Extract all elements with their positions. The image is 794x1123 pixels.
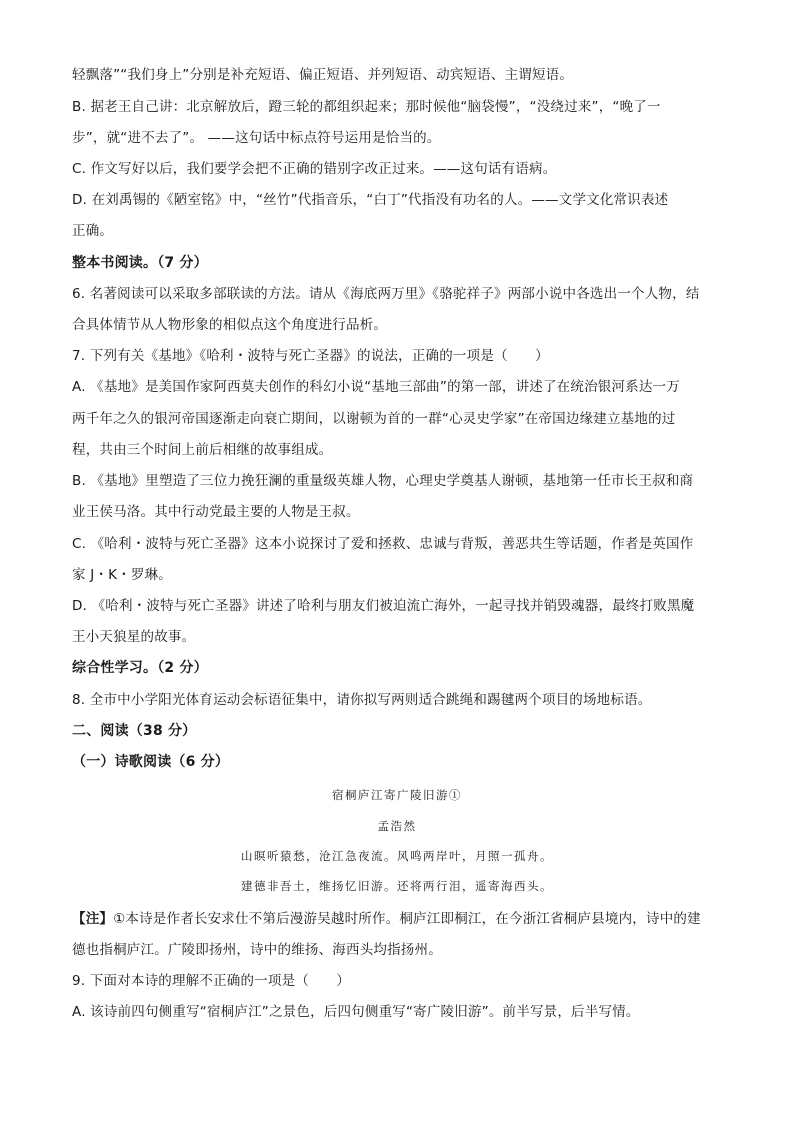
section-heading: 二、阅读（38 分）	[72, 723, 197, 739]
text-line: 轻飘落”“我们身上”分别是补充短语、偏正短语、并列短语、动宾短语、主谓短语。	[72, 67, 574, 83]
text-line: 家 J・K・罗琳。	[72, 567, 172, 583]
text-line: D. 在刘禹锡的《陋室铭》中，“丝竹”代指音乐，“白丁”代指没有功名的人。——文学文化常识表述	[72, 192, 669, 208]
note-line: 德也指桐庐江。广陵即扬州，诗中的维扬、海西头均指扬州。	[72, 942, 442, 958]
section-heading: 综合性学习。（2 分）	[72, 660, 208, 676]
text-line: B. 据老王自己讲：北京解放后，蹬三轮的都组织起来；那时候他“脑袋慢”，“没绕过来”，“晚了一	[72, 99, 661, 115]
text-line: C. 作文写好以后，我们要学会把不正确的错别字改正过来。——这句话有语病。	[72, 161, 557, 177]
poem-title: 宿桐庐江寄广陵旧游①	[332, 788, 462, 802]
option-line: B. 《基地》里塑造了三位力挽狂澜的重量级英雄人物，心理史学奠基人谢顿，基地第一任市长王叔和商	[72, 473, 694, 489]
note-mark: 【注】	[72, 911, 114, 927]
option-line: D. 《哈利・波特与死亡圣器》讲述了哈利与朋友们被迫流亡海外，一起寻找并销毁魂器，最终打败黑魔	[72, 598, 695, 614]
section-heading: 整本书阅读。（7 分）	[72, 255, 208, 271]
question-line: 9. 下面对本诗的理解不正确的一项是（ ）	[72, 973, 351, 989]
option-line: A. 该诗前四句侧重写“宿桐庐江”之景色，后四句侧重写“寄广陵旧游”。前半写景，后半写情。	[72, 1004, 640, 1020]
option-line: C. 《哈利・波特与死亡圣器》这本小说探讨了爱和拯救、忠诚与背叛，善恶共生等话题，作者是英国作	[72, 536, 694, 552]
text-line: 程，共由三个时间上前后相继的故事组成。	[72, 442, 333, 458]
option-line: A. 《基地》是美国作家阿西莫夫创作的科幻小说“基地三部曲”的第一部，讲述了在统治银河系达一万	[72, 379, 680, 395]
question-line: 6. 名著阅读可以采取多部联读的方法。请从《海底两万里》《骆驼祥子》两部小说中各选出一个人物，结	[72, 286, 700, 302]
text-line: 业王侯马洛。其中行动党最主要的人物是王叔。	[72, 504, 360, 520]
text-line: 王小天狼星的故事。	[72, 629, 196, 645]
note-line	[72, 909, 722, 929]
text-line: 两千年之久的银河帝国逐渐走向衰亡期间，以谢顿为首的一群“心灵史学家”在帝国边缘建立基地的过	[72, 411, 676, 427]
subsection-heading: （一）诗歌阅读（6 分）	[72, 754, 230, 770]
poem-line: 山暝听猿愁，沧江急夜流。风鸣两岸叶，月照一孤舟。	[241, 849, 553, 863]
note-text: ①本诗是作者长安求仕不第后漫游吴越时所作。桐庐江即桐江，在今浙江省桐庐县境内，诗中的建	[113, 911, 701, 927]
text-line: 合具体情节从人物形象的相似点这个角度进行品析。	[72, 317, 388, 333]
text-line: 正确。	[72, 223, 114, 239]
text-line: 步”，就“进不去了”。 ——这句话中标点符号运用是恰当的。	[72, 130, 441, 146]
question-line: 7. 下列有关《基地》《哈利・波特与死亡圣器》的说法，正确的一项是（ ）	[72, 348, 549, 364]
poem-author: 孟浩然	[377, 819, 417, 833]
question-line: 8. 全市中小学阳光体育运动会标语征集中，请你拟写两则适合跳绳和踢毽两个项目的场地标语。	[72, 692, 652, 708]
poem-line: 建德非吾土，维扬忆旧游。还将两行泪，遥寄海西头。	[241, 879, 553, 893]
